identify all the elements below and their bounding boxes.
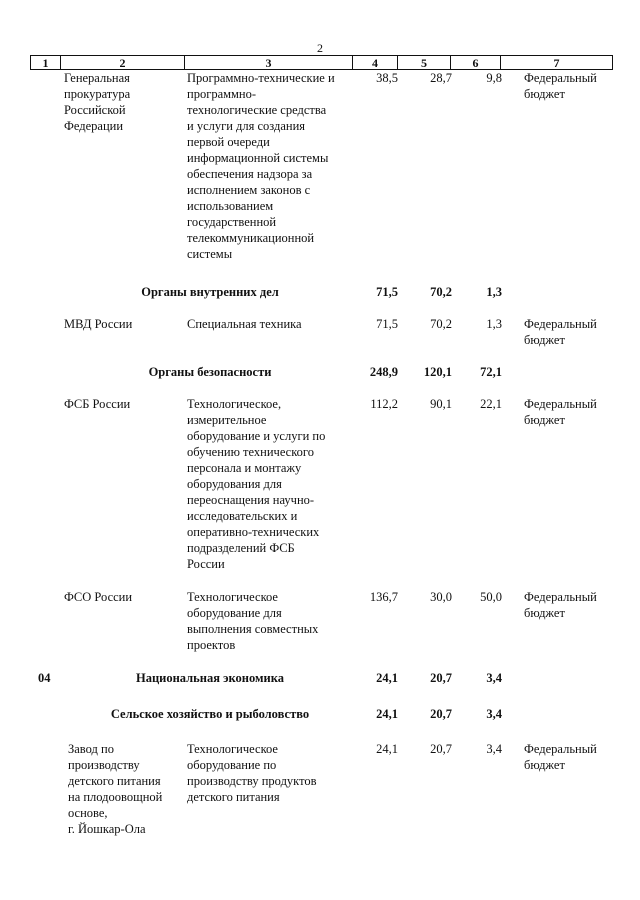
funding-source: Федеральный бюджет bbox=[524, 590, 597, 620]
value-col4: 248,9 bbox=[369, 365, 398, 379]
value-col4: 71,5 bbox=[376, 317, 398, 331]
column-number-5: 5 bbox=[398, 56, 451, 70]
funding-source: Федеральный бюджет bbox=[524, 397, 597, 427]
value-col4: 24,1 bbox=[376, 742, 398, 756]
item-description: Технологическое оборудование для выполнения совместных проектов bbox=[187, 590, 319, 652]
column-number-4: 4 bbox=[353, 56, 398, 70]
item-description: Программно-технические и программно- технологические средства и услуги для создания первой очереди информационной системы обеспечения надзора за исполнением законов с использованием государственной телекоммуникационной системы bbox=[187, 71, 335, 261]
org-name: МВД России bbox=[64, 317, 133, 331]
section-title: Сельское хозяйство и рыболовство bbox=[110, 707, 310, 721]
org-name: Генеральная прокуратура Российской Федерации bbox=[64, 71, 131, 133]
value-col4: 24,1 bbox=[376, 671, 398, 685]
value-col6: 1,3 bbox=[486, 317, 502, 331]
value-col5: 28,7 bbox=[430, 71, 452, 85]
page-number: 2 bbox=[317, 41, 323, 55]
section-code: 04 bbox=[38, 671, 51, 685]
value-col6: 9,8 bbox=[486, 71, 502, 85]
item-description: Технологическое, измерительное оборудование и услуги по обучению технического персонала и монтажу оборудования для переоснащения научно- исследовательских и оперативно-технических подразделений ФСБ России bbox=[187, 397, 326, 571]
org-name: Завод по производству детского питания на плодоовощной основе, г. Йошкар-Ола bbox=[68, 742, 163, 836]
value-col6: 50,0 bbox=[480, 590, 502, 604]
value-col5: 70,2 bbox=[430, 285, 452, 299]
column-number-1: 1 bbox=[31, 56, 61, 70]
value-col6: 1,3 bbox=[486, 285, 502, 299]
section-title: Органы безопасности bbox=[148, 365, 272, 379]
value-col5: 20,7 bbox=[430, 671, 452, 685]
value-col6: 72,1 bbox=[480, 365, 502, 379]
value-col5: 20,7 bbox=[430, 707, 452, 721]
value-col4: 38,5 bbox=[376, 71, 398, 85]
value-col6: 3,4 bbox=[486, 671, 502, 685]
column-number-3: 3 bbox=[185, 56, 353, 70]
value-col4: 71,5 bbox=[376, 285, 398, 299]
section-title: Органы внутренних дел bbox=[141, 285, 279, 299]
value-col5: 120,1 bbox=[423, 365, 452, 379]
column-number-7: 7 bbox=[501, 56, 613, 70]
funding-source: Федеральный бюджет bbox=[524, 71, 597, 101]
org-name: ФСО России bbox=[64, 590, 133, 604]
value-col5: 70,2 bbox=[430, 317, 452, 331]
column-number-2: 2 bbox=[61, 56, 185, 70]
value-col5: 30,0 bbox=[430, 590, 452, 604]
value-col4: 136,7 bbox=[369, 590, 398, 604]
value-col6: 3,4 bbox=[486, 742, 502, 756]
value-col4: 24,1 bbox=[376, 707, 398, 721]
value-col6: 22,1 bbox=[480, 397, 502, 411]
value-col5: 20,7 bbox=[430, 742, 452, 756]
item-description: Специальная техника bbox=[187, 317, 302, 331]
table-header bbox=[30, 55, 613, 70]
value-col6: 3,4 bbox=[486, 707, 502, 721]
org-name: ФСБ России bbox=[64, 397, 131, 411]
funding-source: Федеральный бюджет bbox=[524, 742, 597, 772]
section-title: Национальная экономика bbox=[135, 671, 285, 685]
funding-source: Федеральный бюджет bbox=[524, 317, 597, 347]
value-col4: 112,2 bbox=[370, 397, 398, 411]
item-description: Технологическое оборудование по производству продуктов детского питания bbox=[187, 742, 317, 804]
value-col5: 90,1 bbox=[430, 397, 452, 411]
column-number-6: 6 bbox=[451, 56, 501, 70]
